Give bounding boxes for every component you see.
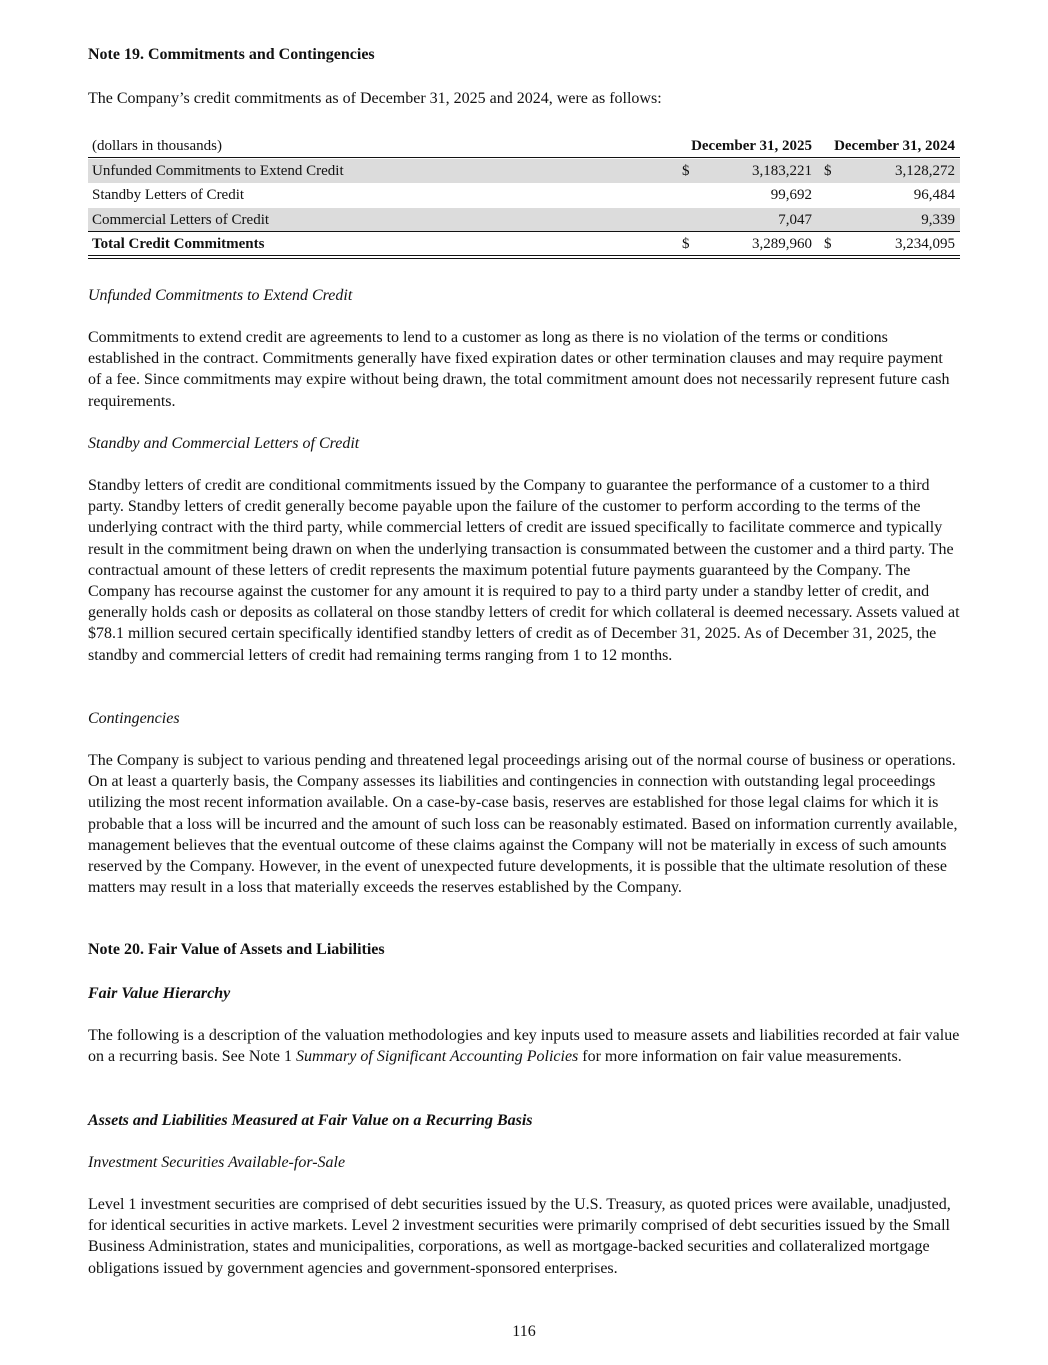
fair-value-hierarchy-paragraph	[88, 1025, 960, 1067]
currency-2024: $	[824, 236, 832, 252]
currency-2025: $	[682, 162, 690, 179]
table-row	[88, 183, 960, 208]
hierarchy-text-part1: The following is a description of the valuation methodologies and key inputs used to measure assets and liabilities recorded at fair value on a recurring basis. See Note 1	[88, 1027, 960, 1066]
value-2025: 7,047	[778, 211, 812, 228]
col-header-2024: December 31, 2024	[834, 138, 955, 154]
note20-title: Note 20. Fair Value of Assets and Liabilities	[88, 941, 385, 958]
value-2024: 3,128,272	[895, 162, 955, 179]
unfunded-paragraph: Commitments to extend credit are agreements to lend to a customer as long as there is no violation of the terms or conditions established in the contract. Commitments generally have fixed expiration dates or other termination clauses and may require payment of a fee. Since commitments may expire without being drawn, the total commitment amount does not necessarily represent future cash requirements.	[88, 329, 950, 410]
afs-paragraph: Level 1 investment securities are comprised of debt securities issued by the U.S. Treasury, as quoted prices were available, unadjusted, for identical securities in active markets. Level 2 investment securities were primarily comprised of debt securities issued by the Small Business Administration, states and municipalities, corporations, as well as mortgage-backed securities and collateralized mortgage obligations issued by government agencies and government-sponsored enterprises.	[88, 1196, 951, 1277]
row-label: Standby Letters of Credit	[92, 187, 245, 203]
note19-intro: The Company’s credit commitments as of December 31, 2025 and 2024, were as follows:	[88, 90, 662, 107]
total-value-2024: 3,234,095	[895, 236, 955, 252]
afs-heading: Investment Securities Available-for-Sale	[88, 1154, 346, 1171]
total-value-2025: 3,289,960	[752, 236, 812, 252]
table-unit-label: (dollars in thousands)	[92, 138, 222, 154]
unfunded-heading: Unfunded Commitments to Extend Credit	[88, 287, 353, 304]
total-double-rule	[88, 255, 960, 259]
fair-value-hierarchy-heading: Fair Value Hierarchy	[88, 985, 231, 1002]
hierarchy-text-part2: for more information on fair value measurements.	[578, 1048, 902, 1066]
col-header-2025: December 31, 2025	[691, 138, 812, 154]
value-2024: 9,339	[921, 211, 955, 228]
table-header-row	[88, 134, 960, 159]
table-row	[88, 208, 960, 233]
value-2024: 96,484	[913, 187, 955, 203]
accounting-policies-reference: Summary of Significant Accounting Policies	[295, 1048, 579, 1066]
value-2025: 3,183,221	[752, 162, 812, 179]
page-number: 116	[512, 1323, 536, 1340]
contingencies-paragraph: The Company is subject to various pending and threatened legal proceedings arising out of the normal course of business or operations. On at least a quarterly basis, the Company assesses its liabilities and contingencies in connection with outstanding legal proceedings utilizing the most recent information available. On a case-by-case basis, reserves are established for those legal claims for which it is probable that a loss will be incurred and the amount of such loss can be reasonably estimated. Based on information currently available, management believes that the eventual outcome of these claims against the Company will not be materially in excess of such amounts reserved by the Company. However, in the event of unexpected future developments, it is possible that the ultimate resolution of these matters may result in a loss that materially exceeds the reserves established by the Company.	[88, 752, 958, 897]
recurring-basis-heading: Assets and Liabilities Measured at Fair Value on a Recurring Basis	[88, 1112, 533, 1129]
table-row	[88, 159, 960, 184]
currency-2025: $	[682, 236, 690, 252]
contingencies-heading: Contingencies	[88, 710, 180, 727]
total-label: Total Credit Commitments	[92, 236, 265, 252]
currency-2024: $	[824, 162, 832, 179]
standby-heading: Standby and Commercial Letters of Credit	[88, 435, 360, 452]
row-label: Commercial Letters of Credit	[92, 211, 270, 228]
credit-commitments-table	[88, 134, 960, 257]
value-2025: 99,692	[770, 187, 812, 203]
standby-paragraph: Standby letters of credit are conditional commitments issued by the Company to guarantee the performance of a customer to a third party. Standby letters of credit generally become payable upon the failure of the customer to perform according to the terms of the underlying contract with the third party, while commercial letters of credit are issued specifically to facilitate commerce and typically result in the commitment being drawn on when the underlying transaction is consummated between the customer and a third party. The contractual amount of these letters of credit represents the maximum potential future payments guaranteed by the Company. The Company has recourse against the customer for any amount it is required to pay to a third party under a standby letter of credit, and generally holds cash or deposits as collateral on those standby letters of credit for which collateral is deemed necessary. Assets valued at $78.1 million secured certain specifically identified standby letters of credit as of December 31, 2025. As of December 31, 2025, the standby and commercial letters of credit had remaining terms ranging from 1 to 12 months.	[88, 477, 960, 664]
row-label: Unfunded Commitments to Extend Credit	[92, 162, 344, 179]
note19-title: Note 19. Commitments and Contingencies	[88, 46, 375, 63]
table-total-row	[88, 232, 960, 257]
